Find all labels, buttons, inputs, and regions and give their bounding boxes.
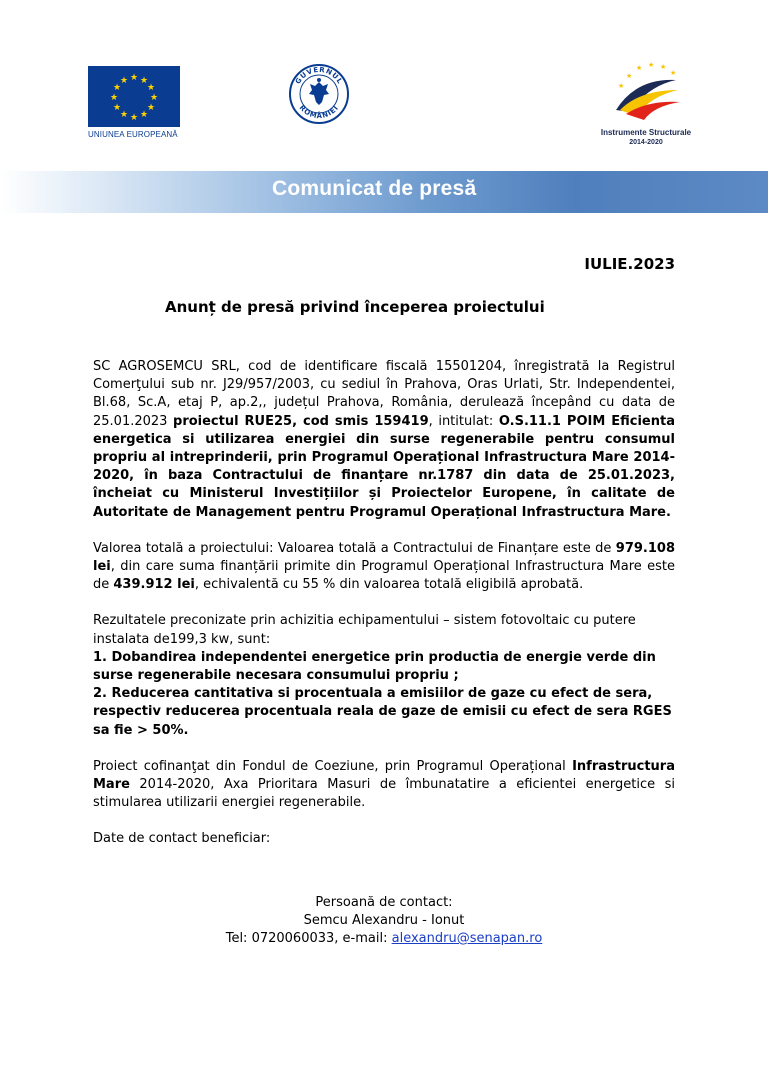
document-body xyxy=(93,358,675,867)
press-release-banner xyxy=(0,171,768,213)
result-item-1: 1. Dobandirea independentei energetice prin productia de energie verde din surse regenerabile necesara consumului propriu ; xyxy=(93,649,656,684)
contact-phone: Tel: 0720060033, e-mail: xyxy=(225,931,392,946)
svg-text:★: ★ xyxy=(112,83,122,93)
seal-text-top: GUVERNUL xyxy=(293,65,345,86)
total-value: 979.108 lei xyxy=(93,540,675,575)
results-intro: Rezultatele preconizate prin achizitia echipamentului – sistem fotovoltaic cu putere instalata de199,3 kw, sunt: xyxy=(93,613,636,647)
contact-block xyxy=(93,894,675,948)
svg-text:★: ★ xyxy=(626,72,633,80)
svg-text:★: ★ xyxy=(149,93,159,103)
svg-text:★: ★ xyxy=(648,61,655,69)
svg-text:★: ★ xyxy=(129,73,139,83)
svg-text:★: ★ xyxy=(109,93,119,103)
svg-text:★: ★ xyxy=(146,103,156,113)
document-heading: Anunț de presă privind începerea proiectului xyxy=(165,298,545,316)
svg-text:★: ★ xyxy=(112,103,122,113)
seal-text-bottom: ROMÂNIEI xyxy=(297,103,341,121)
is-caption-line2: 2014-2020 xyxy=(629,139,663,146)
government-seal-icon xyxy=(288,63,350,125)
paragraph-cofinancing xyxy=(93,758,675,813)
structural-instruments-caption xyxy=(596,128,696,148)
contact-email-link[interactable]: alexandru@senapan.ro xyxy=(391,931,543,946)
structural-instruments-logo xyxy=(596,60,696,148)
eu-caption: UNIUNEA EUROPEANĂ xyxy=(88,130,178,139)
svg-text:★: ★ xyxy=(146,83,156,93)
svg-text:★: ★ xyxy=(618,82,625,90)
svg-text:★: ★ xyxy=(119,110,129,120)
paragraph-project-value xyxy=(93,540,675,595)
program-name: Infrastructura Mare xyxy=(93,758,675,793)
svg-text:★: ★ xyxy=(119,76,129,86)
paragraph-project-intro xyxy=(93,358,675,522)
text-span: , din care suma finanțării primite din Programul Operațional Infrastructura Mare este de xyxy=(93,559,675,593)
text-span: Valorea totală a proiectului: Valoarea totală a Contractului de Finanțare este de xyxy=(93,540,616,556)
paragraph-results xyxy=(93,612,675,739)
contact-name: Semcu Alexandru - Ionut xyxy=(303,913,465,928)
svg-text:★: ★ xyxy=(139,110,149,120)
is-caption-line1: Instrumente Structurale xyxy=(600,128,692,137)
logo-bar xyxy=(0,60,768,170)
contact-line xyxy=(93,930,675,948)
text-span: Proiect cofinanţat din Fondul de Coeziune, prin Programul Operațional xyxy=(93,758,573,774)
svg-text:★: ★ xyxy=(139,76,149,86)
text-span: , intitulat: xyxy=(428,413,499,429)
svg-text:★: ★ xyxy=(129,113,139,123)
result-item-2: 2. Reducerea cantitativa si procentuala a emisiilor de gaze cu efect de sera, respectiv reducerea procentuala reala de gaze de emisii cu efect de sera RGES sa fie > 50%. xyxy=(93,686,672,738)
svg-text:★: ★ xyxy=(670,69,677,77)
document-date: IULIE.2023 xyxy=(584,255,675,273)
contact-label: Persoană de contact: xyxy=(315,895,453,910)
text-span: , echivalentă cu 55 % din valoarea totală eligibilă aprobată. xyxy=(194,577,584,593)
svg-text:★: ★ xyxy=(636,64,643,72)
project-title: O.S.11.1 POIM Eficienta energetica si utilizarea energiei din surse regenerabile pentru consumul propriu al intreprinderii, prin Programul Operațional Infrastructura Mare 2014-2020, în baza Contractului de finanțare nr.1787 din data de 25.01.2023, încheiat cu Ministerul Investițiilor și Proiectelor Europene, în calitate de Autoritate de Management pentru Programul Operațional Infrastructura Mare. xyxy=(93,413,675,520)
contact-intro: Date de contact beneficiar: xyxy=(93,831,271,847)
eu-flag-icon xyxy=(88,66,180,127)
banner-title: Comunicat de presă xyxy=(272,177,477,200)
svg-text:★: ★ xyxy=(660,63,667,71)
project-code: proiectul RUE25, cod smis 159419 xyxy=(173,413,429,429)
structural-instruments-icon xyxy=(596,60,696,124)
funding-value: 439.912 lei xyxy=(113,577,195,593)
eu-logo xyxy=(88,66,182,139)
text-span: 2014-2020, Axa Prioritara Masuri de îmbunatatire a eficientei energetice si stimularea utilizarii energiei regenerabile. xyxy=(93,777,675,811)
text-span: SC AGROSEMCU SRL, cod de identificare fiscală 15501204, înregistrată la Registrul Comerţului sub nr. J29/957/2003, cu sediul în Prahova, Oras Urlati, Str. Independentei, Bl.68, Sc.A, etaj P, ap.2,, județul Prahova, România, derulează începând cu data de 25.01.2023 xyxy=(93,359,675,429)
